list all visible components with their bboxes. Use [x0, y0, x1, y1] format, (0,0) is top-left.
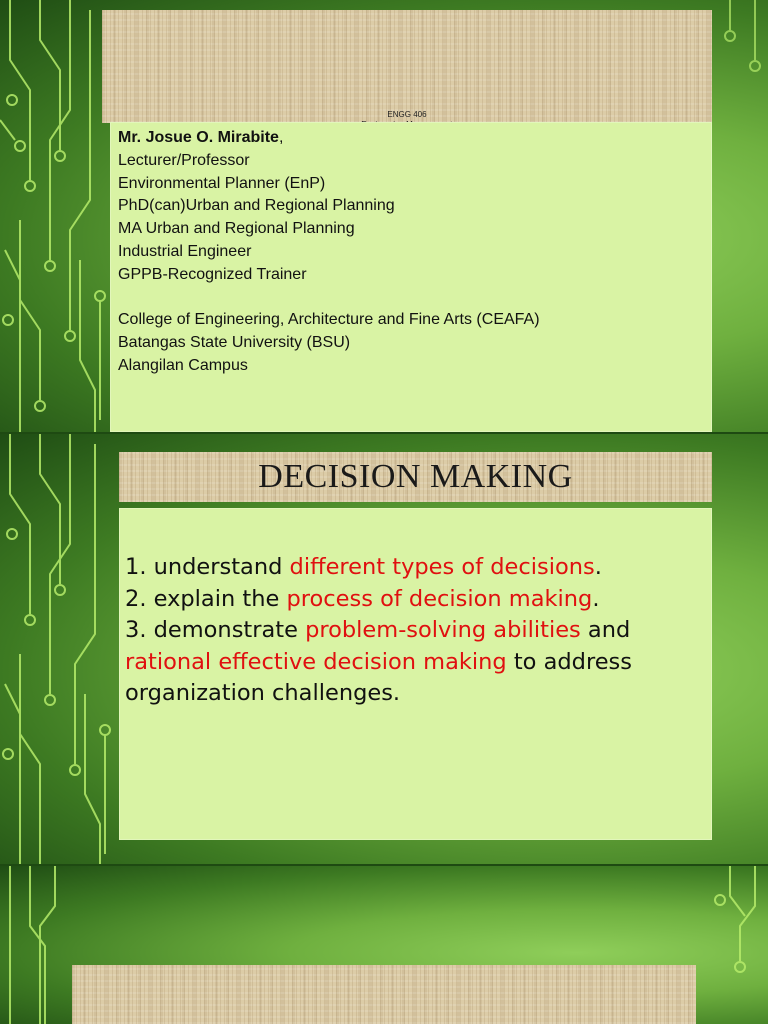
objective-3: [125, 615, 705, 710]
objective-highlight: rational effective decision making: [125, 648, 507, 675]
objective-text: 3. demonstrate: [125, 617, 306, 643]
slide-2: [0, 434, 768, 864]
affiliation-line: Alangilan Campus: [118, 356, 248, 374]
header-banner: [102, 10, 712, 123]
instructor-name: Mr. Josue O. Mirabite: [118, 129, 279, 146]
objective-text: 2. explain the: [125, 585, 287, 612]
objective-text: to address organization challenges.: [125, 648, 632, 706]
affiliation-line: Batangas State University (BSU): [118, 334, 351, 352]
credential-line: Environmental Planner (EnP): [118, 174, 326, 192]
instructor-name-line: [118, 127, 540, 150]
objectives-list: [125, 552, 705, 710]
next-slide-banner: [72, 965, 696, 1024]
credential-line: MA Urban and Regional Planning: [118, 220, 355, 238]
title-banner: [119, 452, 712, 502]
objective-highlight: different types of decisions: [289, 554, 595, 580]
slide-title: DECISION MAKING: [258, 458, 573, 495]
objective-text: and: [580, 617, 631, 643]
credential-line: PhD(can)Urban and Regional Planning: [118, 197, 395, 215]
objective-2: [125, 584, 705, 616]
credential-line: Lecturer/Professor: [118, 151, 250, 169]
affiliation-line: College of Engineering, Architecture and Fine Arts (CEAFA): [118, 311, 540, 329]
credential-line: GPPB-Recognized Trainer: [118, 265, 307, 283]
objective-highlight: process of decision making: [286, 585, 593, 612]
slide-1: [0, 0, 768, 432]
course-code: ENGG 406: [387, 110, 427, 119]
slide-3: [0, 866, 768, 1024]
objective-highlight: problem-solving abilities: [305, 617, 581, 643]
objective-1: [125, 552, 705, 584]
name-comma: ,: [278, 129, 284, 146]
objectives-panel: [119, 508, 712, 840]
instructor-panel: [110, 122, 712, 432]
objective-text: 1. understand: [125, 554, 290, 580]
objective-text: .: [592, 585, 600, 612]
objective-text: .: [594, 554, 602, 580]
instructor-info: [118, 127, 540, 378]
credential-line: Industrial Engineer: [118, 242, 252, 260]
